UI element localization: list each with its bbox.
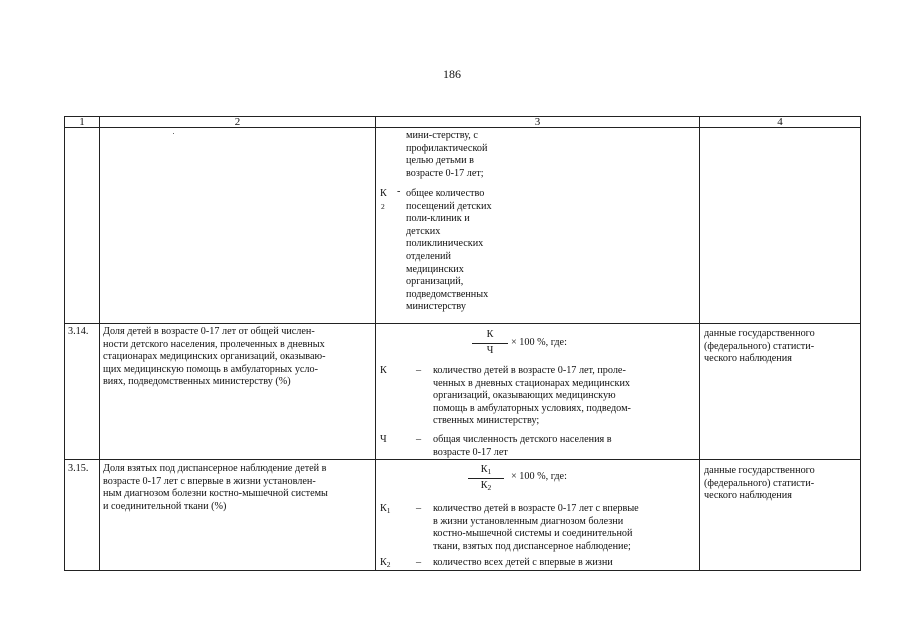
text-line: стационарах медицинских организаций, оказываю- [103,351,326,363]
text-line: Доля взятых под диспансерное наблюдение детей в [103,463,327,474]
text-line: мини-стерству, с [406,130,478,141]
fraction-bar [468,478,504,479]
row-number-3-14: 3.14. [68,326,89,337]
text-line: возрасте 0-17 лет с впервые в жизни установлен- [103,475,316,487]
table-right-border [860,117,861,570]
text-line: ткани, взятых под диспансерное наблюдение; [433,540,631,552]
k2-symbol: $К_2$ [380,557,391,569]
fraction-denominator: Ч [486,344,494,356]
fraction-numerator: К [486,329,494,340]
header-col-3: 3 [534,116,541,128]
text-line: подведомственных [406,288,489,300]
ch-dash: – [416,434,422,445]
text-line: ченных в дневных стационарах медицинских [433,377,630,389]
text-line: Доля детей в возрасте 0-17 лет от общей числен- [103,326,315,337]
k-definition-3-14 [380,365,695,435]
text-line: в жизни установленным диагнозом болезни [433,515,624,527]
k2-dash: - [397,186,401,197]
text-line: помощь в амбулаторных условиях, подведом- [433,402,631,414]
text-line: количество детей в возрасте 0-17 лет, проле- [433,365,626,376]
k2-definition [380,188,680,318]
text-line: количество всех детей с впервые в жизни [433,557,613,568]
text-line: детских [406,225,441,237]
formula-rest-3-14: × 100 %, где: [511,337,567,348]
text-line: данные государственного [704,465,815,476]
text-line: посещений детских [406,200,492,212]
column-divider [99,117,100,570]
text-line: ным диагнозом болезни костно-мышечной системы [103,488,328,500]
text-line: ческого наблюдения [704,353,792,365]
text-line: (федерального) статисти- [704,477,815,489]
formula-rest-3-15: × 100 %, где: [511,471,567,482]
header-col-4: 4 [777,116,783,128]
text-line: профилактической [406,142,488,154]
fraction-numerator: $К_1$ [480,464,492,476]
text-line: медицинских [406,263,464,275]
indicator-table [64,116,861,571]
header-col-1: 1 [79,116,85,128]
k1-dash: – [416,503,422,514]
indicator-name-3-14 [103,326,383,389]
indicator-name-3-15 [103,463,383,513]
text-line: щих медицинскую помощь в амбулаторных усло- [103,363,319,375]
k1-definition-3-15 [380,503,695,555]
k-dash: – [416,365,422,376]
data-source-3-14 [704,328,854,366]
scan-speck [173,133,174,134]
text-line: организаций, оказывающих медицинскую [433,390,616,402]
text-line: организаций, [406,276,464,288]
formula-fraction-3-14 [472,329,508,357]
ch-symbol: Ч [380,434,387,445]
k1-symbol: $К_1$ [380,503,391,515]
text-line: общее количество [406,188,485,199]
row-divider [65,323,860,324]
k1-definition-continued [406,130,546,180]
text-line: и соединительной ткани (%) [103,500,227,512]
text-line: костно-мышечной системы и соединительной [433,528,633,540]
text-line: поликлинических [406,238,484,250]
data-source-3-15 [704,465,854,503]
text-line: отделений [406,250,451,262]
text-line: виях, подведомственных министерству (%) [103,376,291,388]
table-bottom-border [65,570,861,571]
text-line: общая численность детского населения в [433,434,612,445]
row-number-3-15: 3.15. [68,463,89,474]
text-line: (федерального) статисти- [704,340,815,352]
text-line: ческого наблюдения [704,490,792,502]
text-line: возрасте 0-17 лет [433,446,508,458]
formula-fraction-3-15 [468,464,504,492]
k2-definition-3-15 [380,557,695,570]
text-line: целью детьми в [406,155,474,167]
page-number: 186 [443,67,461,81]
text-line: министерству [406,301,466,313]
fraction-denominator: $К_2$ [480,479,492,492]
fraction-bar [472,343,508,344]
text-line: количество детей в возрасте 0-17 лет с впервые [433,503,639,514]
k2-symbol: К [380,188,387,199]
column-divider [699,117,700,570]
k2-dash: – [416,557,422,568]
text-line: поли-клиник и [406,213,470,225]
text-line: возрасте 0-17 лет; [406,167,484,179]
text-line: ственных министерству; [433,415,540,427]
ch-definition-3-14 [380,434,695,460]
text-line: ности детского населения, пролеченных в дневных [103,338,325,350]
k-symbol: К [380,365,387,376]
header-col-2: 2 [234,116,241,128]
k2-subscript: 2 [381,202,385,211]
text-line: данные государственного [704,328,815,339]
